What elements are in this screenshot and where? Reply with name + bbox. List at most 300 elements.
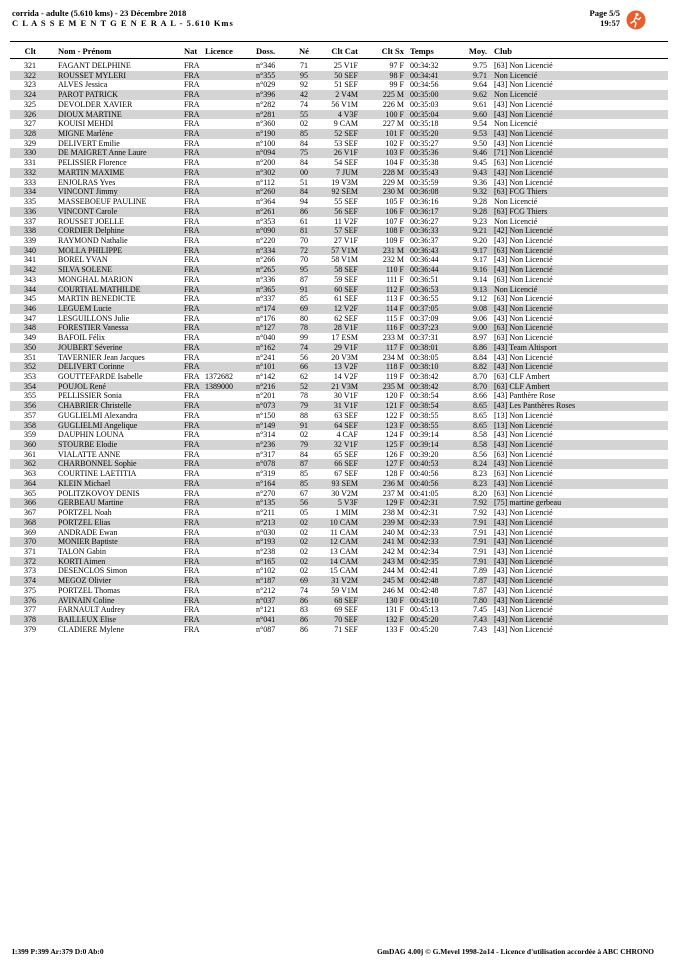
cell-sex-rank: 111 F xyxy=(386,274,404,284)
cell-rank: 362 xyxy=(24,459,36,469)
cell-time: 00:38:54 xyxy=(410,391,439,401)
cell-birth: 02 xyxy=(300,537,308,547)
table-row xyxy=(10,547,668,557)
cell-sex-rank: 233 M xyxy=(382,333,404,343)
cell-speed: 8.70 xyxy=(473,372,487,381)
cell-sex-rank: 123 F xyxy=(385,420,404,430)
cell-name: BOREL YVAN xyxy=(58,255,108,265)
cell-bib: n°200 xyxy=(256,158,276,168)
cell-name: TAVERNIER Jean Jacques xyxy=(58,352,145,362)
cell-time: 00:36:16 xyxy=(410,197,439,207)
column-header-nat: Nat xyxy=(184,46,198,56)
cell-bib: n°314 xyxy=(256,430,276,440)
cell-bib: n°396 xyxy=(256,90,276,100)
cell-cat-rank: 71 SEF xyxy=(334,624,358,634)
table-row xyxy=(10,217,668,227)
cell-sex-rank: 227 M xyxy=(382,119,404,129)
cell-speed: 8.65 xyxy=(473,401,487,411)
cell-sex-rank: 234 M xyxy=(382,352,404,362)
table-row xyxy=(10,557,668,567)
cell-name: CORDIER Delphine xyxy=(58,226,125,236)
cell-name: GUGLIELMI Angelique xyxy=(58,420,138,430)
cell-sex-rank: 244 M xyxy=(382,566,404,576)
cell-cat-rank: 11 CAM xyxy=(330,527,358,537)
table-row xyxy=(10,323,668,333)
cell-rank: 364 xyxy=(24,478,36,488)
cell-name: PORTZEL Elias xyxy=(58,517,111,527)
cell-rank: 349 xyxy=(24,333,36,343)
cell-bib: n°260 xyxy=(256,187,276,197)
cell-cat-rank: 12 V2F xyxy=(333,303,358,313)
cell-club: [43] Non Licencié xyxy=(494,99,553,109)
cell-nat: FRA xyxy=(184,372,200,381)
cell-club: [43] Non Licencié xyxy=(494,440,553,450)
cell-nat: FRA xyxy=(184,517,200,527)
cell-club: [43] Non Licencié xyxy=(494,595,553,605)
cell-nat: FRA xyxy=(184,70,200,80)
cell-name: GERBEAU Martine xyxy=(58,498,124,508)
cell-name: STOURBE Elodie xyxy=(58,440,118,450)
cell-sex-rank: 122 F xyxy=(385,410,404,420)
cell-bib: n°094 xyxy=(256,148,276,158)
cell-time: 00:42:31 xyxy=(410,498,439,508)
cell-name: PORTZEL Thomas xyxy=(58,585,120,595)
cell-cat-rank: 58 SEF xyxy=(334,265,358,275)
cell-sex-rank: 236 M xyxy=(382,478,404,488)
cell-name: ROUSSET MYLERI xyxy=(58,70,127,80)
cell-birth: 71 xyxy=(300,61,308,70)
cell-club: [43] Non Licencié xyxy=(494,566,553,576)
cell-cat-rank: 50 SEF xyxy=(334,70,358,80)
cell-rank: 377 xyxy=(24,605,36,615)
cell-nat: FRA xyxy=(184,167,200,177)
cell-rank: 338 xyxy=(24,226,36,236)
cell-name: PAROT PATRICK xyxy=(58,90,118,100)
cell-time: 00:42:41 xyxy=(410,566,439,576)
cell-cat-rank: 4 V3F xyxy=(337,109,358,119)
cell-cat-rank: 27 V1F xyxy=(333,235,358,245)
cell-time: 00:38:01 xyxy=(410,342,439,352)
table-row xyxy=(10,372,668,382)
cell-birth: 02 xyxy=(300,556,308,566)
cell-time: 00:39:14 xyxy=(410,430,439,440)
cell-cat-rank: 93 SEM xyxy=(331,478,358,488)
cell-rank: 329 xyxy=(24,138,36,148)
cell-bib: n°281 xyxy=(256,109,276,119)
cell-bib: n°164 xyxy=(256,478,276,488)
cell-nat: FRA xyxy=(184,333,200,343)
cell-speed: 9.60 xyxy=(473,109,487,119)
table-row xyxy=(10,285,668,295)
cell-bib: n°282 xyxy=(256,99,276,109)
cell-sex-rank: 120 F xyxy=(385,391,404,401)
cell-club: [43] Non Licencié xyxy=(494,624,553,634)
cell-rank: 348 xyxy=(24,323,36,333)
cell-cat-rank: 62 SEF xyxy=(334,313,358,323)
cell-birth: 66 xyxy=(300,362,308,372)
cell-speed: 9.00 xyxy=(473,323,487,333)
cell-name: KOUISI MEHDI xyxy=(58,119,114,129)
cell-nat: FRA xyxy=(184,323,200,333)
cell-birth: 88 xyxy=(300,410,308,420)
table-row xyxy=(10,236,668,246)
cell-sex-rank: 116 F xyxy=(385,323,404,333)
cell-birth: 86 xyxy=(300,614,308,624)
cell-birth: 80 xyxy=(300,313,308,323)
cell-rank: 326 xyxy=(24,109,36,119)
cell-birth: 85 xyxy=(300,129,308,139)
cell-nat: FRA xyxy=(184,90,200,100)
cell-bib: n°087 xyxy=(256,624,276,634)
cell-name: VIALATTE ANNE xyxy=(58,449,121,459)
cell-speed: 8.97 xyxy=(473,333,487,343)
cell-time: 00:38:10 xyxy=(410,362,439,372)
cell-club: [13] Non Licencié xyxy=(494,420,553,430)
cell-name: MEGOZ Olivier xyxy=(58,576,112,586)
cell-club: [63] Non Licencié xyxy=(494,294,553,304)
cell-sex-rank: 130 F xyxy=(385,595,404,605)
cell-time: 00:38:55 xyxy=(410,410,439,420)
cell-birth: 95 xyxy=(300,70,308,80)
cell-speed: 9.28 xyxy=(473,197,487,207)
cell-nat: FRA xyxy=(184,459,200,469)
cell-name: COURTIAL MATHILDE xyxy=(58,284,141,294)
cell-club: [71] Non Licencié xyxy=(494,148,553,158)
cell-birth: 02 xyxy=(300,430,308,440)
cell-rank: 359 xyxy=(24,430,36,440)
cell-bib: n°162 xyxy=(256,342,276,352)
cell-rank: 325 xyxy=(24,99,36,109)
cell-time: 00:37:09 xyxy=(410,313,439,323)
cell-rank: 379 xyxy=(24,624,36,634)
cell-rank: 367 xyxy=(24,508,36,518)
cell-club: [43] Non Licencié xyxy=(494,517,553,527)
cell-speed: 8.24 xyxy=(473,459,487,469)
cell-bib: n°102 xyxy=(256,566,276,576)
cell-club: [43] Non Licencié xyxy=(494,546,553,556)
cell-bib: n°078 xyxy=(256,459,276,469)
cell-birth: 87 xyxy=(300,274,308,284)
table-row xyxy=(10,333,668,343)
cell-cat-rank: 69 SEF xyxy=(334,605,358,615)
cell-birth: 78 xyxy=(300,391,308,401)
cell-sex-rank: 235 M xyxy=(382,381,404,391)
cell-cat-rank: 25 V1F xyxy=(333,61,358,70)
cell-cat-rank: 32 V1F xyxy=(333,440,358,450)
cell-nat: FRA xyxy=(184,206,200,216)
cell-nat: FRA xyxy=(184,498,200,508)
cell-cat-rank: 9 CAM xyxy=(333,119,358,129)
cell-club: Non Licencié xyxy=(494,70,538,80)
cell-nat: FRA xyxy=(184,420,200,430)
cell-nat: FRA xyxy=(184,61,200,70)
cell-club: [42] Non Licencié xyxy=(494,226,553,236)
column-header-row xyxy=(10,45,668,57)
cell-rank: 336 xyxy=(24,206,36,216)
cell-birth: 83 xyxy=(300,605,308,615)
cell-club: [43] Non Licencié xyxy=(494,167,553,177)
cell-bib: n°165 xyxy=(256,556,276,566)
cell-club: [43] Non Licencié xyxy=(494,556,553,566)
cell-sex-rank: 231 M xyxy=(382,245,404,255)
cell-bib: n°360 xyxy=(256,119,276,129)
cell-cat-rank: 17 ESM xyxy=(331,333,358,343)
cell-nat: FRA xyxy=(184,614,200,624)
cell-name: GUGLIELMI Alexandra xyxy=(58,410,138,420)
cell-rank: 356 xyxy=(24,401,36,411)
cell-nat: FRA xyxy=(184,391,200,401)
cell-cat-rank: 57 SEF xyxy=(334,226,358,236)
cell-nat: FRA xyxy=(184,595,200,605)
cell-birth: 70 xyxy=(300,255,308,265)
cell-nat: FRA xyxy=(184,381,200,391)
cell-club: [43] Les Panthères Roses xyxy=(494,401,576,411)
cell-bib: n°037 xyxy=(256,595,276,605)
table-row xyxy=(10,459,668,469)
cell-bib: n°265 xyxy=(256,265,276,275)
cell-cat-rank: 68 SEF xyxy=(334,595,358,605)
cell-nat: FRA xyxy=(184,255,200,265)
cell-cat-rank: 59 V1M xyxy=(331,585,358,595)
cell-time: 00:36:51 xyxy=(410,274,439,284)
table-row xyxy=(10,605,668,615)
table-row xyxy=(10,391,668,401)
cell-birth: 02 xyxy=(300,527,308,537)
cell-sex-rank: 98 F xyxy=(389,70,404,80)
cell-cat-rank: 53 SEF xyxy=(334,138,358,148)
cell-time: 00:40:56 xyxy=(410,478,439,488)
table-row xyxy=(10,353,668,363)
cell-rank: 354 xyxy=(24,381,36,391)
cell-bib: n°216 xyxy=(256,381,276,391)
cell-rank: 376 xyxy=(24,595,36,605)
cell-nat: FRA xyxy=(184,576,200,586)
cell-club: [63] FCG Thiers xyxy=(494,206,548,216)
cell-time: 00:38:54 xyxy=(410,401,439,411)
cell-time: 00:36:44 xyxy=(410,265,439,275)
cell-cat-rank: 13 V2F xyxy=(333,362,358,372)
cell-time: 00:38:42 xyxy=(410,372,439,381)
cell-club: [43] Non Licencié xyxy=(494,265,553,275)
cell-birth: 72 xyxy=(300,245,308,255)
table-row xyxy=(10,537,668,547)
cell-time: 00:35:38 xyxy=(410,158,439,168)
cell-club: [43] Non Licencié xyxy=(494,430,553,440)
cell-name: SILVA SOLENE xyxy=(58,265,113,275)
cell-speed: 9.64 xyxy=(473,80,487,90)
cell-club: [43] Non Licencié xyxy=(494,576,553,586)
cell-nat: FRA xyxy=(184,566,200,576)
cell-speed: 7.43 xyxy=(473,614,487,624)
cell-club: [43] Non Licencié xyxy=(494,459,553,469)
cell-cat-rank: 54 SEF xyxy=(334,158,358,168)
cell-time: 00:36:44 xyxy=(410,255,439,265)
cell-rank: 324 xyxy=(24,90,36,100)
table-row xyxy=(10,421,668,431)
cell-cat-rank: 64 SEF xyxy=(334,420,358,430)
cell-club: [43] Non Licencié xyxy=(494,478,553,488)
cell-speed: 8.65 xyxy=(473,420,487,430)
cell-nat: FRA xyxy=(184,294,200,304)
cell-time: 00:38:05 xyxy=(410,352,439,362)
cell-rank: 370 xyxy=(24,537,36,547)
cell-sex-rank: 127 F xyxy=(385,459,404,469)
cell-name: PORTZEL Noah xyxy=(58,508,112,518)
cell-birth: 56 xyxy=(300,498,308,508)
column-header-bib: Doss. xyxy=(256,46,276,56)
cell-birth: 69 xyxy=(300,576,308,586)
cell-rank: 350 xyxy=(24,342,36,352)
cell-time: 00:36:08 xyxy=(410,187,439,197)
cell-name: MARTIN MAXIME xyxy=(58,167,125,177)
cell-sex-rank: 246 M xyxy=(382,585,404,595)
cell-nat: FRA xyxy=(184,556,200,566)
cell-nat: FRA xyxy=(184,274,200,284)
table-row xyxy=(10,110,668,120)
cell-speed: 9.50 xyxy=(473,138,487,148)
cell-nat: FRA xyxy=(184,197,200,207)
cell-sex-rank: 112 F xyxy=(385,284,404,294)
table-row xyxy=(10,625,668,635)
cell-time: 00:35:00 xyxy=(410,90,439,100)
cell-sex-rank: 238 M xyxy=(382,508,404,518)
cell-bib: n°135 xyxy=(256,498,276,508)
cell-rank: 321 xyxy=(24,61,36,70)
cell-club: [43] Non Licencié xyxy=(494,313,553,323)
cell-bib: n°266 xyxy=(256,255,276,265)
cell-birth: 99 xyxy=(300,333,308,343)
cell-name: FARNAULT Audrey xyxy=(58,605,125,615)
cell-sex-rank: 108 F xyxy=(385,226,404,236)
cell-nat: FRA xyxy=(184,99,200,109)
cell-license: 1389000 xyxy=(205,381,233,391)
cell-bib: n°220 xyxy=(256,235,276,245)
cell-bib: n°270 xyxy=(256,488,276,498)
cell-name: KLEIN Michael xyxy=(58,478,111,488)
cell-nat: FRA xyxy=(184,129,200,139)
cell-cat-rank: 63 SEF xyxy=(334,410,358,420)
cell-sex-rank: 129 F xyxy=(385,498,404,508)
cell-club: [63] Non Licencié xyxy=(494,158,553,168)
cell-club: [63] FCG Thiers xyxy=(494,187,548,197)
cell-sex-rank: 109 F xyxy=(385,235,404,245)
table-row xyxy=(10,489,668,499)
cell-speed: 9.61 xyxy=(473,99,487,109)
cell-speed: 9.08 xyxy=(473,303,487,313)
cell-rank: 378 xyxy=(24,614,36,624)
cell-time: 00:45:20 xyxy=(410,624,439,634)
table-row xyxy=(10,119,668,129)
cell-bib: n°241 xyxy=(256,352,276,362)
cell-rank: 351 xyxy=(24,352,36,362)
print-time: 19:57 xyxy=(600,18,620,28)
cell-rank: 360 xyxy=(24,440,36,450)
cell-rank: 361 xyxy=(24,449,36,459)
cell-bib: n°127 xyxy=(256,323,276,333)
cell-name: ROUSSET JOELLE xyxy=(58,216,124,226)
cell-speed: 9.17 xyxy=(473,245,487,255)
cell-name: ANDRADE Ewan xyxy=(58,527,118,537)
cell-time: 00:36:53 xyxy=(410,284,439,294)
cell-time: 00:36:43 xyxy=(410,245,439,255)
table-row xyxy=(10,61,668,71)
cell-speed: 9.36 xyxy=(473,177,487,187)
cell-bib: n°334 xyxy=(256,245,276,255)
cell-nat: FRA xyxy=(184,440,200,450)
cell-bib: n°121 xyxy=(256,605,276,615)
cell-cat-rank: 13 CAM xyxy=(329,546,358,556)
cell-speed: 9.62 xyxy=(473,90,487,100)
cell-cat-rank: 19 V3M xyxy=(331,177,358,187)
table-row xyxy=(10,401,668,411)
table-row xyxy=(10,90,668,100)
cell-birth: 00 xyxy=(300,167,308,177)
cell-cat-rank: 1 MIM xyxy=(335,508,358,518)
cell-rank: 331 xyxy=(24,158,36,168)
cell-name: GOUTTEFARDE Isabelle xyxy=(58,372,143,381)
cell-club: Non Licencié xyxy=(494,216,538,226)
cell-speed: 9.17 xyxy=(473,255,487,265)
cell-speed: 9.13 xyxy=(473,284,487,294)
cell-speed: 9.20 xyxy=(473,235,487,245)
cell-birth: 74 xyxy=(300,585,308,595)
table-row xyxy=(10,168,668,178)
cell-name: BAFOIL Félix xyxy=(58,333,106,343)
cell-speed: 9.21 xyxy=(473,226,487,236)
cell-cat-rank: 12 CAM xyxy=(329,537,358,547)
cell-nat: FRA xyxy=(184,177,200,187)
cell-bib: n°193 xyxy=(256,537,276,547)
cell-club: Non Licencié xyxy=(494,90,538,100)
cell-club: [75] martine gerbeau xyxy=(494,498,562,508)
cell-bib: n°346 xyxy=(256,61,276,70)
cell-nat: FRA xyxy=(184,508,200,518)
cell-bib: n°319 xyxy=(256,469,276,479)
cell-rank: 352 xyxy=(24,362,36,372)
cell-sex-rank: 245 M xyxy=(382,576,404,586)
cell-rank: 337 xyxy=(24,216,36,226)
cell-sex-rank: 131 F xyxy=(385,605,404,615)
cell-speed: 9.53 xyxy=(473,129,487,139)
cell-rank: 366 xyxy=(24,498,36,508)
cell-time: 00:37:31 xyxy=(410,333,439,343)
cell-sex-rank: 101 F xyxy=(385,129,404,139)
cell-club: [43] Non Licencié xyxy=(494,352,553,362)
cell-birth: 75 xyxy=(300,148,308,158)
table-row xyxy=(10,265,668,275)
cell-rank: 371 xyxy=(24,546,36,556)
cell-club: [63] Non Licencié xyxy=(494,449,553,459)
cell-time: 00:40:56 xyxy=(410,469,439,479)
cell-time: 00:42:48 xyxy=(410,585,439,595)
cell-time: 00:35:20 xyxy=(410,129,439,139)
header-rule-top xyxy=(10,41,668,42)
cell-club: [13] Non Licencié xyxy=(494,410,553,420)
cell-cat-rank: 70 SEF xyxy=(334,614,358,624)
cell-sex-rank: 102 F xyxy=(385,138,404,148)
table-row xyxy=(10,382,668,392)
cell-birth: 02 xyxy=(300,119,308,129)
cell-time: 00:45:13 xyxy=(410,605,439,615)
column-header-club: Club xyxy=(494,46,512,56)
cell-sex-rank: 228 M xyxy=(382,167,404,177)
cell-time: 00:36:17 xyxy=(410,206,439,216)
header-rule-bottom xyxy=(10,58,668,59)
table-row xyxy=(10,304,668,314)
cell-rank: 323 xyxy=(24,80,36,90)
cell-speed: 7.92 xyxy=(473,508,487,518)
cell-sex-rank: 105 F xyxy=(385,197,404,207)
